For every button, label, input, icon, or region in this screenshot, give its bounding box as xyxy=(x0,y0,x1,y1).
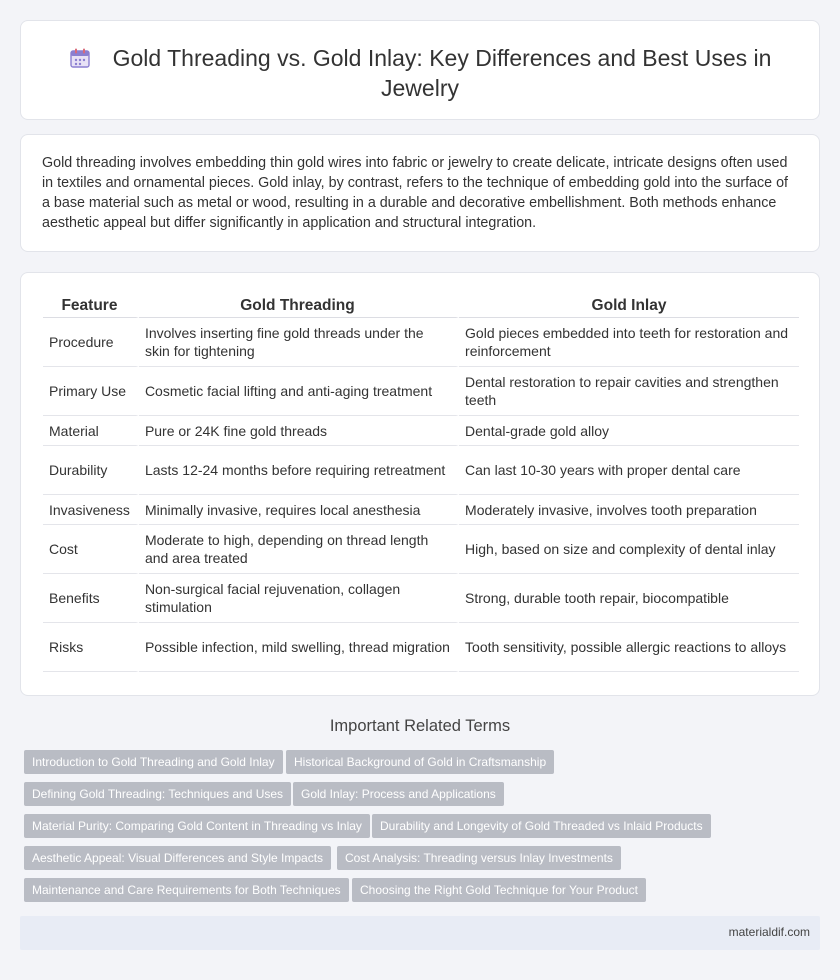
intro-paragraph: Gold threading involves embedding thin gold wires into fabric or jewelry to create delicate, intricate designs often used in textiles and ornamental pieces. Gold inlay, by contrast, refers to the technique of embedding gold into the surface of a base material such as metal or wood, resulting in a durable and decorative embellishment. Both methods enhance aesthetic appeal but differ significantly in application and structural integration. xyxy=(42,155,788,231)
header-gold-inlay: Gold Inlay xyxy=(459,295,799,318)
row-threading: Minimally invasive, requires local anesthesia xyxy=(139,495,459,525)
related-tag-introduction[interactable]: Introduction to Gold Threading and Gold Inlay xyxy=(24,750,283,774)
table-row xyxy=(43,574,799,623)
row-threading: Involves inserting fine gold threads under the skin for tightening xyxy=(139,318,459,367)
related-tag-choosing-technique[interactable]: Choosing the Right Gold Technique for Your Product xyxy=(352,878,646,902)
table-row xyxy=(43,446,799,495)
row-inlay: Dental-grade gold alloy xyxy=(459,416,799,446)
row-threading: Cosmetic facial lifting and anti-aging treatment xyxy=(139,367,459,416)
row-threading: Lasts 12-24 months before requiring retreatment xyxy=(139,446,459,495)
row-threading: Non-surgical facial rejuvenation, collagen stimulation xyxy=(139,574,459,623)
row-inlay: Strong, durable tooth repair, biocompatible xyxy=(459,574,799,623)
table-row xyxy=(43,367,799,416)
title-card xyxy=(20,20,820,120)
row-feature: Benefits xyxy=(43,574,139,623)
table-row xyxy=(43,525,799,574)
row-threading: Possible infection, mild swelling, thread migration xyxy=(139,623,459,672)
related-tag-aesthetic-appeal[interactable]: Aesthetic Appeal: Visual Differences and Style Impacts xyxy=(24,846,331,870)
calendar-icon xyxy=(69,47,91,69)
row-threading: Pure or 24K fine gold threads xyxy=(139,416,459,446)
table-row xyxy=(43,318,799,367)
related-tag-historical-background[interactable]: Historical Background of Gold in Craftsmanship xyxy=(286,750,554,774)
row-inlay: Dental restoration to repair cavities and strengthen teeth xyxy=(459,367,799,416)
header-gold-threading: Gold Threading xyxy=(139,295,459,318)
related-tag-material-purity[interactable]: Material Purity: Comparing Gold Content in Threading vs Inlay xyxy=(24,814,370,838)
footer-site-link[interactable]: materialdif.com xyxy=(728,925,810,939)
row-feature: Procedure xyxy=(43,318,139,367)
related-tag-inlay-process[interactable]: Gold Inlay: Process and Applications xyxy=(293,782,504,806)
row-feature: Primary Use xyxy=(43,367,139,416)
header-feature: Feature xyxy=(43,295,139,318)
footer-bar xyxy=(20,916,820,950)
row-threading: Moderate to high, depending on thread length and area treated xyxy=(139,525,459,574)
row-feature: Durability xyxy=(43,446,139,495)
related-terms-heading: Important Related Terms xyxy=(329,717,511,735)
related-tag-durability[interactable]: Durability and Longevity of Gold Threaded vs Inlaid Products xyxy=(372,814,711,838)
intro-card xyxy=(20,134,820,252)
row-feature: Risks xyxy=(43,623,139,672)
comparison-table xyxy=(43,295,799,672)
related-tag-maintenance[interactable]: Maintenance and Care Requirements for Both Techniques xyxy=(24,878,349,902)
related-tag-defining-threading[interactable]: Defining Gold Threading: Techniques and Uses xyxy=(24,782,291,806)
page-title: Gold Threading vs. Gold Inlay: Key Differences and Best Uses in Jewelry xyxy=(112,45,772,101)
row-feature: Invasiveness xyxy=(43,495,139,525)
page-title-wrap xyxy=(61,43,779,103)
row-inlay: Can last 10-30 years with proper dental care xyxy=(459,446,799,495)
row-feature: Cost xyxy=(43,525,139,574)
table-row xyxy=(43,623,799,672)
row-feature: Material xyxy=(43,416,139,446)
row-inlay: High, based on size and complexity of dental inlay xyxy=(459,525,799,574)
related-tag-cost-analysis[interactable]: Cost Analysis: Threading versus Inlay Investments xyxy=(337,846,621,870)
table-header-row xyxy=(43,295,799,318)
table-row xyxy=(43,416,799,446)
row-inlay: Moderately invasive, involves tooth preparation xyxy=(459,495,799,525)
comparison-card xyxy=(20,272,820,696)
row-inlay: Gold pieces embedded into teeth for restoration and reinforcement xyxy=(459,318,799,367)
table-row xyxy=(43,495,799,525)
row-inlay: Tooth sensitivity, possible allergic reactions to alloys xyxy=(459,623,799,672)
